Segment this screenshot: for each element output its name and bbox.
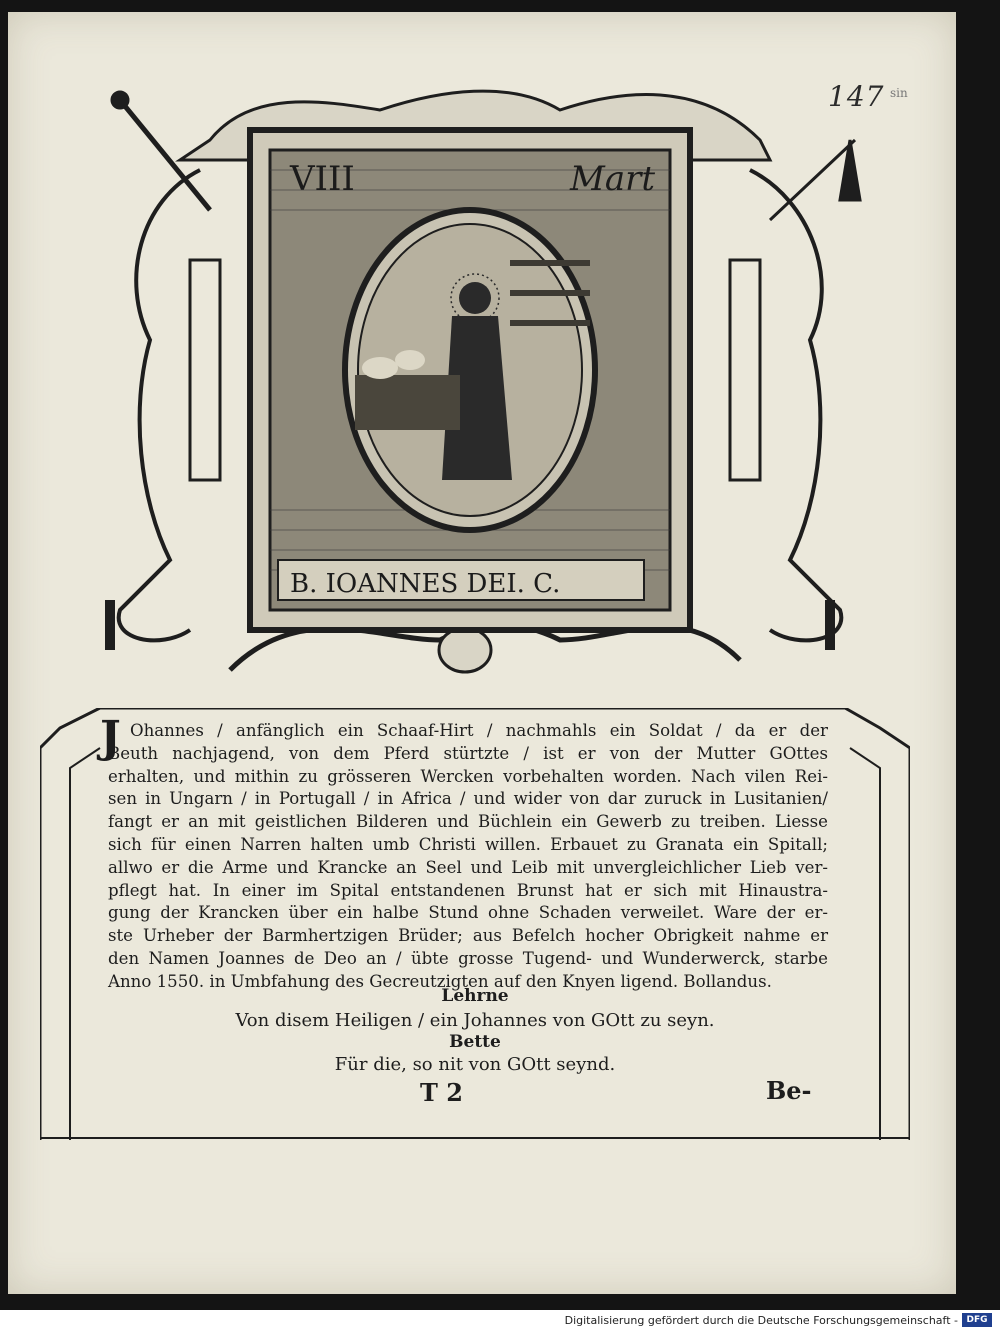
engraving-date-day: VIII [290,159,355,199]
body-line: den Namen Joannes de Deo an / übte grosse Tugend- und Wunderwerck, starbe [108,948,828,968]
lehrne-text: Von disem Heiligen / ein Johannes von GOtt zu seyn. [235,1010,715,1031]
page-number: 147 [828,80,885,113]
body-line: ste Urheber der Barmhertzigen Brüder; aus Befelch hocher Obrigkeit nahme er [108,926,828,946]
body-line: fangt er an mit geistlichen Bilderen und Büchlein ein Gewerb zu treiben. Liesse [108,812,828,832]
lehrne-heading: Lehrne [441,986,509,1006]
catchword: Be- [766,1076,812,1105]
dfg-logo: DFG [962,1313,992,1327]
body-line: allwo er die Arme und Krancke an Seel und Leib mit unvergleichlicher Lieb ver- [108,857,828,877]
engraving-plate [80,80,870,710]
signature-mark: T 2 [420,1078,463,1107]
footer-text: Digitalisierung gefördert durch die Deutsche Forschungsgemeinschaft - [564,1314,958,1327]
body-line: Beuth nachjagend, von dem Pferd stürtzte / ist er von der Mutter GOttes [108,743,828,763]
body-line: Anno 1550. in Umbfahung des Gecreutzigten auf den Knyen ligend. Bollandus. [108,971,772,991]
body-line: gung der Krancken über ein halbe Stund ohne Schaden verweilet. Ware der er- [108,903,828,923]
body-line: sen in Ungarn / in Portugall / in Africa / und wider von dar zuruck in Lusitanien/ [108,789,828,809]
body-line: Ohannes / anfänglich ein Schaaf-Hirt / nachmahls ein Soldat / da er der [130,721,828,740]
body-line: sich für einen Narren halten umb Christi willen. Erbauet zu Granata ein Spitall; [108,834,828,854]
page-number-note: sin [890,86,908,100]
bette-heading: Bette [449,1032,501,1052]
engraving-caption: B. IOANNES DEI. C. [290,569,561,599]
body-line: pflegt hat. In einer im Spital entstandenen Brunst hat er sich mit Hinaustra- [108,880,828,900]
engraving-date-month: Mart [570,159,655,199]
body-line: erhalten, und mithin zu grösseren Wercken vorbehalten worden. Nach vilen Rei- [108,766,828,786]
engraving-illustration [80,80,870,710]
bette-text: Für die, so nit von GOtt seynd. [334,1054,616,1075]
dropcap: J [100,712,121,763]
body-text [100,712,828,994]
footer [0,1310,1000,1331]
